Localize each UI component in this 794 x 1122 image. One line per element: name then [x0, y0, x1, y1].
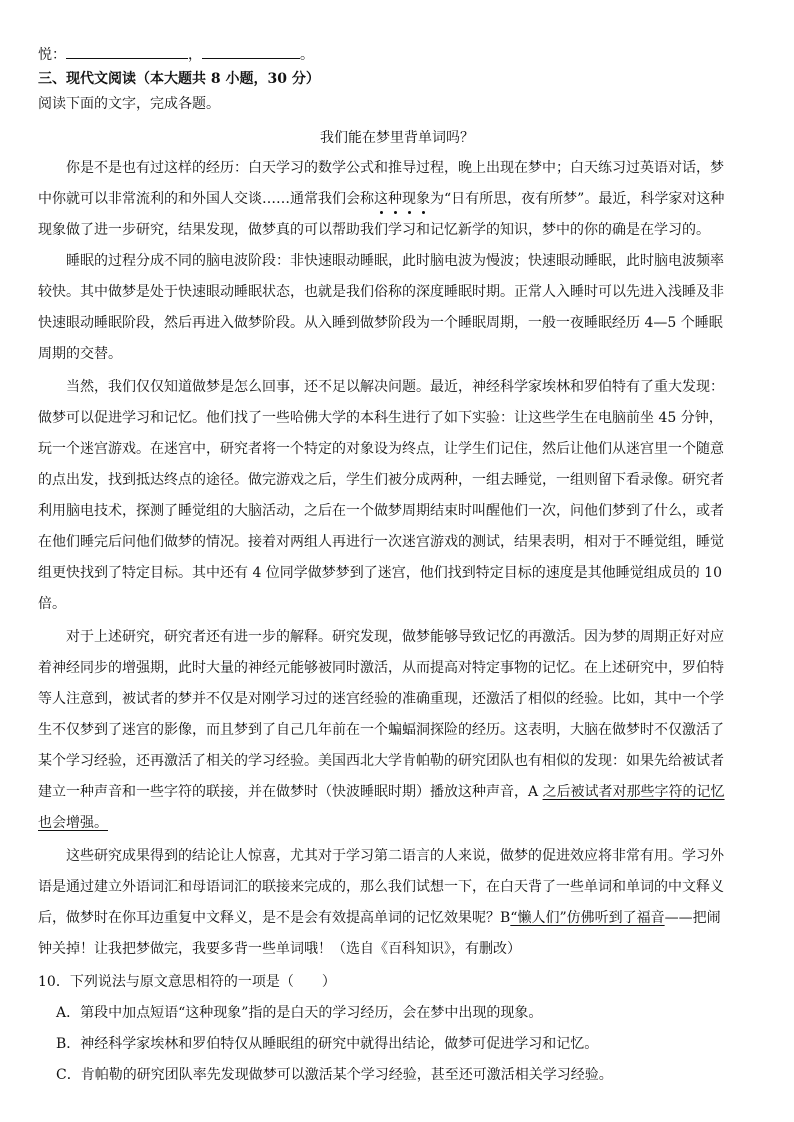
- paragraph-4-line-7: [38, 813, 760, 833]
- paragraph-5-line-4: 钟关掉！让我把梦做完，我要多背一些单词哦！（选自《百科知识》，有删改）: [38, 941, 521, 957]
- paragraph-2-line-3: 快速眼动睡眠阶段，然后再进入做梦阶段。从入睡到做梦阶段为一个睡眠周期，一般一夜睡眠经历 4—5 个睡眠: [38, 315, 723, 331]
- emphasis-dot-char: 种: [388, 191, 402, 207]
- paragraph-2-line-4: 周期的交替。: [38, 346, 122, 362]
- emphasis-dot-char: 象: [416, 191, 430, 207]
- fill-blank-period: 。: [300, 47, 314, 63]
- text-span: 后，做梦时在你耳边重复中文释义，是不是会有效提高单词的记忆效果呢？B: [38, 910, 511, 926]
- paragraph-1-line-3: 现象做了进一步研究，结果发现，做梦真的可以帮助我们学习和记忆新学的知识，梦中的你的确是在学习的。: [38, 222, 710, 238]
- paragraph-3-line-2: 做梦可以促进学习和记忆。他们找了一些哈佛大学的本科生进行了如下实验：让这些学生在电脑前坐 45 分钟，: [38, 410, 723, 426]
- paragraph-3-line-1: 当然，我们仅仅知道做梦是怎么回事，还不足以解决问题。最近，神经科学家埃林和罗伯特有了重大发现：: [66, 379, 724, 395]
- underlined-sentence-a: 之后被试者对那些字符的记忆: [542, 784, 725, 800]
- answer-blank-1[interactable]: [66, 44, 188, 59]
- paragraph-2-line-1: 睡眠的过程分成不同的脑电波阶段：非快速眼动睡眠，此时脑电波为慢波；快速眼动睡眠，此时脑电波频率: [66, 253, 724, 269]
- answer-blank-2[interactable]: [202, 44, 300, 59]
- section-instruction: 阅读下面的文字，完成各题。: [38, 96, 220, 112]
- paragraph-3-line-7: 组更快找到了特定目标。其中还有 4 位同学做梦梦到了迷宫，他们找到特定目标的速度是其他睡觉组成员的 10: [38, 565, 723, 581]
- paragraph-5-line-3: [38, 908, 760, 928]
- text-span: 中你就可以非常流利的和外国人交谈……通常我们会称: [38, 191, 374, 207]
- text-span: 为“日有所思，夜有所梦”。最近，科学家对这种: [430, 191, 725, 207]
- fill-blank-line: [38, 44, 760, 65]
- emphasis-dot-char: 这: [374, 191, 388, 207]
- text-span: 建立一种声音和一些字符的联接，并在做梦时（快波睡眠时期）播放这种声音，A: [38, 784, 543, 800]
- question-10-stem: 10．下列说法与原文意思相符的一项是（ ）: [38, 974, 336, 990]
- paragraph-2-line-2: 较快。其中做梦是处于快速眼动睡眠状态，也就是我们俗称的深度睡眠时期。正常人入睡时可以先进入浅睡及非: [38, 284, 724, 300]
- fill-blank-prefix: 悦：: [38, 47, 66, 63]
- paragraph-4-line-2: 着神经同步的增强期，此时大量的神经元能够被同时激活，从而提高对特定事物的记忆。在上述研究中，罗伯特: [38, 660, 724, 676]
- paragraph-3-line-5: 利用脑电技术，探测了睡觉组的大脑活动，之后在一个做梦周期结束时叫醒他们一次，问他们梦到了什么，或者: [38, 503, 724, 519]
- text-span: ——把闹: [664, 910, 721, 926]
- paragraph-3-line-8: 倍。: [38, 596, 66, 612]
- paragraph-3-line-6: 在他们睡完后问他们做梦的情况。接着对两组人再进行一次迷宫游戏的测试，结果表明，相对于不睡觉组，睡觉: [38, 534, 724, 550]
- paragraph-4-line-5: 某个学习经验，还再激活了相关的学习经验。美国西北大学肯帕勒的研究团队也有相似的发现：如果先给被试者: [38, 753, 724, 769]
- fill-blank-comma: ，: [188, 47, 202, 63]
- option-c[interactable]: C．肯帕勒的研究团队率先发现做梦可以激活某个学习经验，甚至还可激活相关学习经验。: [56, 1067, 613, 1083]
- paragraph-4-line-3: 等人注意到，被试者的梦并不仅是对刚学习过的迷宫经验的准确重现，还激活了相似的经验。比如，其中一个学: [38, 691, 724, 707]
- section-heading: 三、现代文阅读（本大题共 8 小题，30 分）: [38, 71, 320, 87]
- paragraph-4-line-6: [38, 782, 760, 802]
- paragraph-1-line-2: [38, 189, 760, 209]
- article-title: 我们能在梦里背单词吗？: [320, 130, 474, 146]
- paragraph-1-line-1: 你是不是也有过这样的经历：白天学习的数学公式和推导过程，晚上出现在梦中；白天练习过英语对话，梦: [66, 160, 724, 176]
- paragraph-4-line-4: 生不仅梦到了迷宫的影像，而且梦到了自己几年前在一个蝙蝠洞探险的经历。这表明，大脑在做梦时不仅激活了: [38, 722, 724, 738]
- underlined-sentence-b: “懒人们”仿佛听到了福音: [510, 910, 665, 926]
- paragraph-3-line-4: 的点出发，找到抵达终点的途径。做完游戏之后，学生们被分成两种，一组去睡觉，一组则留下看录像。研究者: [38, 472, 724, 488]
- paragraph-5-line-2: 语是通过建立外语词汇和母语词汇的联接来完成的，那么我们试想一下，在白天背了一些单词和单词的中文释义: [38, 879, 724, 895]
- underlined-sentence-a-end: 也会增强。: [38, 815, 108, 831]
- paragraph-5-line-1: 这些研究成果得到的结论让人惊喜，尤其对于学习第二语言的人来说，做梦的促进效应将非常有用。学习外: [66, 848, 724, 864]
- emphasis-dot-char: 现: [402, 191, 416, 207]
- option-a[interactable]: A．第段中加点短语“这种现象”指的是白天的学习经历，会在梦中出现的现象。: [56, 1005, 543, 1021]
- paragraph-4-line-1: 对于上述研究，研究者还有进一步的解释。研究发现，做梦能够导致记忆的再激活。因为梦的周期正好对应: [66, 629, 724, 645]
- paragraph-3-line-3: 玩一个迷宫游戏。在迷宫中，研究者将一个特定的对象设为终点，让学生们记住，然后让他们从迷宫里一个随意: [38, 441, 724, 457]
- option-b[interactable]: B．神经科学家埃林和罗伯特仅从睡眠组的研究中就得出结论，做梦可促进学习和记忆。: [56, 1036, 599, 1052]
